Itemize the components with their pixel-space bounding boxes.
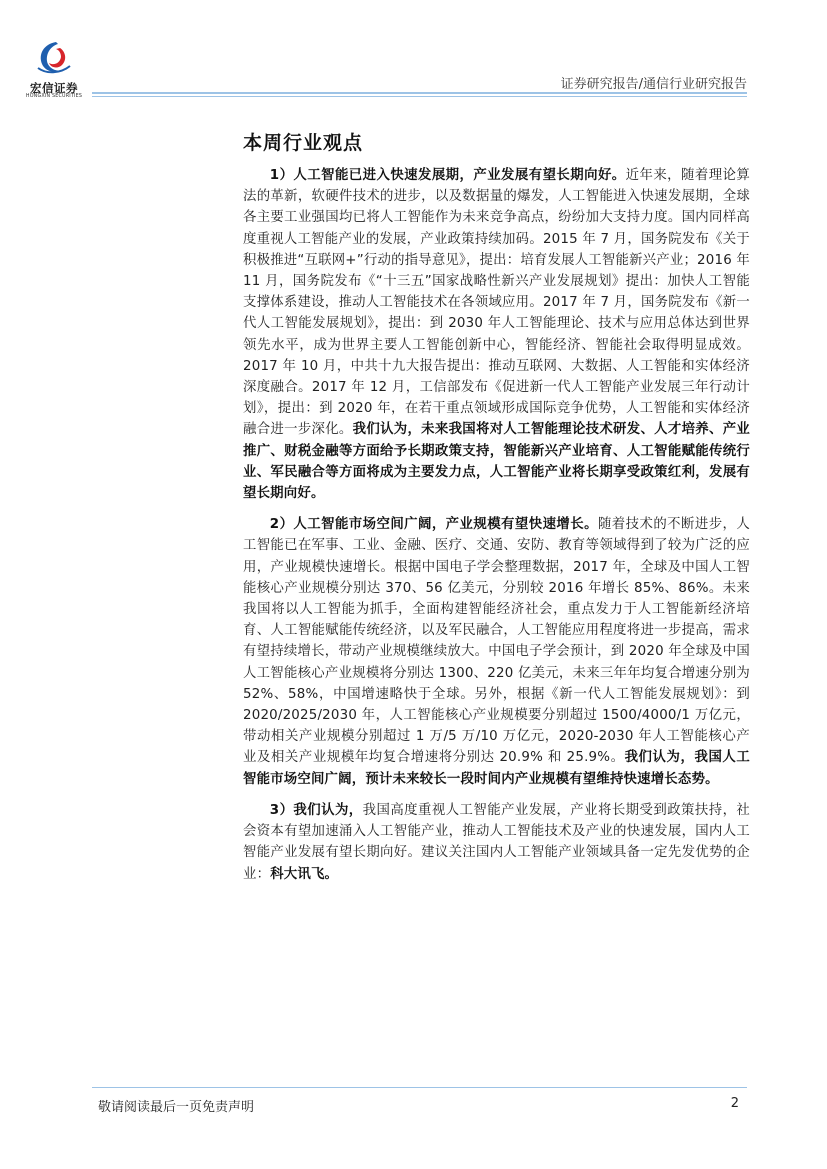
- company-logo: [22, 38, 86, 100]
- paragraph-2-body: 随着技术的不断进步，人工智能已在军事、工业、金融、医疗、交通、安防、教育等领域得到了较为广泛的应用，产业规模快速增长。根据中国电子学会整理数据，2017 年，全球及中国人工智能核心产业规模分别达 370、56 亿美元，分别较 2016 年增长 85%、86%。未来我国将以人工智能为抓手，全面构建智能经济社会，重点发力于人工智能新经济培育、人工智能赋能传统经济，以及军民融合，人工智能应用程度将进一步提高，需求有望持续增长，带动产业规模继续放大。中国电子学会预计，到 2020 年全球及中国人工智能核心产业规模将分别达 1300、220 亿美元，未来三年年均复合增速分别为 52%、58%，中国增速略快于全球。另外，根据《新一代人工智能发展规划》：到 2020/2025/2030 年，人工智能核心产业规模要分别超过 1500/4000/1 万亿元，带动相关产业规模分别超过 1 万/5 万/10 万亿元，2020-2030 年人工智能核心产业及相关产业规模年均复合增速将分别达 20.9% 和 25.9%。: [243, 517, 750, 766]
- main-content: [243, 128, 750, 895]
- report-type: 证券研究报告/通信行业研究报告: [560, 77, 747, 92]
- paragraph-3-company: 科大讯飞。: [270, 866, 339, 882]
- paragraph-2-conclusion: 我们认为，我国人工智能市场空间广阔，预计未来较长一段时间内产业规模有望维持快速增长态势。: [243, 750, 750, 787]
- paragraph-3-lead: 3）我们认为，: [269, 802, 363, 818]
- paragraph-2-lead: 2）人工智能市场空间广阔，产业规模有望快速增长。: [269, 517, 598, 533]
- section-title: 本周行业观点: [243, 132, 364, 154]
- footer-disclaimer: 敬请阅读最后一页免责声明: [98, 1100, 255, 1115]
- logo-mark-icon: [36, 38, 72, 78]
- paragraph-2: [243, 514, 750, 790]
- paragraph-1: [243, 165, 750, 504]
- header-rule: [92, 92, 747, 94]
- page-number: 2: [730, 1096, 739, 1111]
- footer-rule: [92, 1087, 747, 1088]
- brand-name-en: HONGXIN SECURITIES: [25, 94, 83, 99]
- paragraph-3: [243, 800, 750, 885]
- header-rule-thin: [92, 96, 747, 97]
- brand-name: 宏信证券: [30, 81, 78, 95]
- paragraph-1-conclusion: 我们认为，未来我国将对人工智能理论技术研发、人才培养、产业推广、财税金融等方面给予长期政策支持，智能新兴产业培育、人工智能赋能传统行业、军民融合等方面将成为主要发力点，人工智能产业将长期享受政策红利，发展有望长期向好。: [243, 422, 750, 502]
- paragraph-3-body: 我国高度重视人工智能产业发展，产业将长期受到政策扶持，社会资本有望加速涌入人工智能产业，推动人工智能技术及产业的快速发展，国内人工智能产业发展有望长期向好。建议关注国内人工智能产业领域具备一定先发优势的企业：: [243, 802, 751, 882]
- paragraph-1-body: 近年来，随着理论算法的革新，软硬件技术的进步，以及数据量的爆发，人工智能进入快速发展期，全球各主要工业强国均已将人工智能作为未来竞争高点，纷纷加大支持力度。国内同样高度重视人工智能产业的发展，产业政策持续加码。2015 年 7 月，国务院发布《关于积极推进“互联网+”行动的指导意见》，提出：培育发展人工智能新兴产业；2016 年 11 月，国务院发布《“十三五”国家战略性新兴产业发展规划》提出：加快人工智能支撑体系建设，推动人工智能技术在各领域应用。2017 年 7 月，国务院发布《新一代人工智能发展规划》，提出：到 2030 年人工智能理论、技术与应用总体达到世界领先水平，成为世界主要人工智能创新中心，智能经济、智能社会取得明显成效。2017 年 10 月，中共十九大报告提出：推动互联网、大数据、人工智能和实体经济深度融合。2017 年 12 月，工信部发布《促进新一代人工智能产业发展三年行动计划》，提出：到 2020 年，在若干重点领域形成国际竞争优势，人工智能和实体经济融合进一步深化。: [243, 168, 750, 438]
- paragraph-1-lead: 1）人工智能已进入快速发展期，产业发展有望长期向好。: [269, 168, 626, 183]
